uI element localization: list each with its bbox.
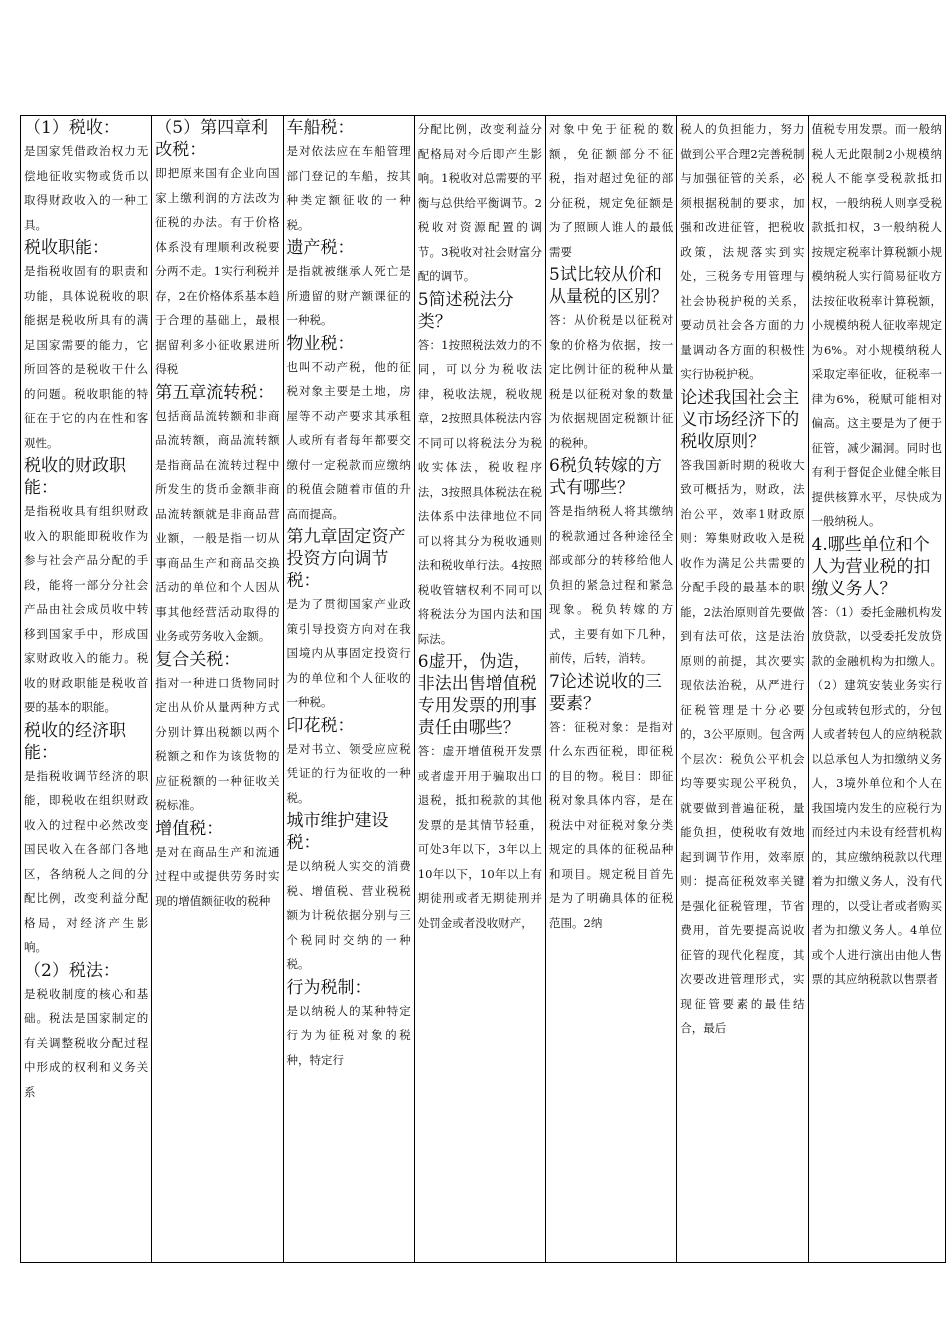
paragraph: 分配比例，改变利益分配格局对今后即产生影响。1税收对总需要的平衡与总供给平衡调节。2税收对资源配置的调节。3税收对社会财富分配的调节。 <box>417 122 542 283</box>
section-heading: 税收的经济职能： <box>24 720 126 763</box>
paragraph: 答：虚开增值税开发票或者虚开用于骗取出口退税，抵扣税款的其他发票的是其情节轻重，可处3年以下，3年以上10年以下，10年以上有期徒刑或者无期徒刑并处罚金或者没收财产， <box>417 744 542 930</box>
paragraph: 即把原来国有企业向国家上缴利润的方法改为征税的办法。有于价格体系没有理顺利改税要分两不走。1实行利税并存，2在价格体系基本趋于合理的基础上，最根据留利多小征收累进所得税 <box>155 166 280 376</box>
paragraph: 值税专用发票。而一般纳税人无此限制2小规模纳税人不能享受税款抵扣权，一般纳税人则享受税款抵扣权，3一般纳税人按规定税率计算税额小规模纳税人实行简易征收方法按征收税率计算税额，小规模纳税人征收率规定为6%。对小规模纳税人采取定率征收，征税率一律为6%，税赋可能相对偏高。这主要是为了便于征管，减少漏洞。同时也有利于督促企业健全帐目提供核算水平，尽快成为一般纳税人。 <box>811 122 942 528</box>
column-2 <box>152 116 283 1262</box>
column-7 <box>809 116 945 1262</box>
section-heading: （2）税法： <box>24 960 120 981</box>
column-5 <box>546 116 677 1262</box>
column-6 <box>677 116 808 1262</box>
column-3 <box>284 116 415 1262</box>
paragraph: 是为了贯彻国家产业政策引导投资方向对在我国境内从事固定投资行为的单位和个人征收的一种税。 <box>286 597 411 709</box>
section-heading: 7论述说收的三要素？ <box>549 671 662 714</box>
paragraph: 税人的负担能力，努力做到公平合理2完善税制与加强征管的关系，必须根据税制的要求，加强和改进征管，把税收政策，法规落实到实处，三税务专用管理与社会协税护税的关系，要动员社会各方面的力量调动各方面的积极性实行协税护税。 <box>680 122 805 381</box>
section-heading: （1）税收： <box>24 118 120 138</box>
paragraph: 是税收制度的核心和基础。税法是国家制定的有关调整税收分配过程中形成的权利和义务关系 <box>24 986 149 1099</box>
section-heading: 城市维护建设税： <box>286 811 389 853</box>
paragraph: 是对依法应在车船管理部门登记的车船，按其种类定额征收的一种税。 <box>286 144 411 232</box>
section-heading: （5）第四章利改税： <box>155 118 269 160</box>
column-4 <box>415 116 546 1262</box>
section-heading: 遗产税： <box>286 238 355 258</box>
section-heading: 第五章流转税： <box>155 382 275 403</box>
paragraph: 是对书立、领受应应税凭证的行为征收的一种税。 <box>286 741 411 805</box>
paragraph: 答：1按照税法效力的不同，可以分为税收法律，税收法规，税收规章，2按照具体税法内容不同可以将税法分为税收实体法，税收程序法，3按照具体税法在税法体系中法律地位不同可以将其分为税收通则法和税收单行法。4按照税收管辖权利不同可以将税法分为国内法和国际法。 <box>417 337 542 646</box>
paragraph: 对象中免于征税的数额，免征额部分不征税，指对超过免征的部分征税，规定免征额是为了照顾人谁人的最低需要 <box>549 122 674 259</box>
section-heading: 4.哪些单位和个人为营业税的扣缴义务人？ <box>811 534 931 599</box>
section-heading: 第九章固定资产投资方向调节税： <box>286 527 406 591</box>
section-heading: 车船税： <box>286 118 355 138</box>
paragraph: 是对在商品生产和流通过程中或提供劳务时实现的增值额征收的税种 <box>155 844 280 908</box>
section-heading: 税收职能： <box>24 238 109 258</box>
paragraph: 包括商品流转额和非商品流转额，商品流转额是指商品在流转过程中所发生的货币金额非商品流转额就是非商品营业额，一般是指一切从事商品生产和商品交换活动的单位和个人因从事其他经营活动取得的业务或劳务收入金额。 <box>155 408 280 643</box>
paragraph: 是指税收固有的职责和功能，具体说税收的职能据是税收所具有的满足国家需要的能力，它所回答的是税收干什么的问题。税收职能的特征在于它的内在性和客观性。 <box>24 264 149 450</box>
paragraph: 答：（1）委托金融机构发放贷款，以受委托发放贷款的金融机构为扣缴人。（2）建筑安装业务实行分包或转包形式的，分包人或者转包人的应纳税款以总承包人为扣缴纳义务人，3境外单位和个人在我国境内发生的应税行为而经过内未设有经营机构的，其应缴纳税款以代理着为扣缴义务人，没有代理的，以受让者或者购买者为扣缴义务人。4单位或个人进行演出由他人售票的其应纳税款以售票者 <box>811 604 942 986</box>
section-heading: 行为税制： <box>286 977 372 998</box>
section-heading: 6虚开，伪造，非法出售增值税专用发票的刑事责任由哪些？ <box>417 652 537 738</box>
paragraph: 答：征税对象：是指对什么东西征税，即征税的目的物。税目：即征税对象具体内容，是在税法中对征税对象分类规定的具体的征税品种和项目。规定税目首先是为了明确具体的征税范围。2纳 <box>549 719 674 930</box>
paragraph: 答是指纳税人将其缴纳的税款通过各种途径全部或部分的转移给他人负担的紧急过程和紧急现象。税负转嫁的方式，主要有如下几种，前传，后转，消转。 <box>549 504 674 665</box>
section-heading: 印花税： <box>286 715 355 736</box>
paragraph: 是指税收调节经济的职能，即税收在组织财政收入的过程中必然改变国民收入在各部门各地区，各纳税人之间的分配比例，改变利益分配格局，对经济产生影响。 <box>24 768 149 954</box>
paragraph: 答：从价税是以征税对象的价格为依据，按一定比例计征的税种从量税是以征税对象的数量为依据规固定税额计征的税种。 <box>549 313 674 450</box>
paragraph: 是指就被继承人死亡是所遗留的财产额课征的一种税。 <box>286 264 411 327</box>
section-heading: 5简述税法分类？ <box>417 289 514 332</box>
paragraph: 是以纳税人实交的消费税、增值税、营业税税额为计税依据分别与三个税同时交纳的一种税。 <box>286 859 411 971</box>
paragraph: 是以纳税人的某种特定行为为征税对象的税种，特定行 <box>286 1003 411 1067</box>
section-heading: 6税负转嫁的方式有哪些？ <box>549 456 662 498</box>
paragraph: 也叫不动产税，他的征税对象主要是土地，房屋等不动产要求其承租人或所有者每年都要交缴付一定税款而应缴纳的税值会随着市值的升高而提高。 <box>286 359 411 521</box>
section-heading: 论述我国社会主义市场经济下的税收原则？ <box>680 387 800 452</box>
paragraph: 是指税收具有组织财政收入的职能即税收作为参与社会产品分配的手段，能将一部分分社会产品由社会成员收中转移到国家手中，形成国家财政收入的能力。税收的财政职能是税收首要的基本的职能。 <box>24 504 149 714</box>
section-heading: 复合关税： <box>155 649 241 670</box>
paragraph: 是国家凭借政治权力无偿地征收实物或货币以取得财政收入的一种工具。 <box>24 144 149 232</box>
paragraph: 指对一种进口货物同时定出从价从量两种方式分别计算出税额以两个税额之和作为该货物的应征税额的一种征收关税标准。 <box>155 675 280 812</box>
column-1 <box>21 116 152 1262</box>
section-heading: 5试比较从价和从量税的区别？ <box>549 265 668 307</box>
section-heading: 税收的财政职能： <box>24 456 126 498</box>
section-heading: 增值税： <box>155 818 224 839</box>
document-table <box>20 115 946 1263</box>
section-heading: 物业税： <box>286 333 355 354</box>
paragraph: 答我国新时期的税收大致可概括为，财政，法治公平，效率1财政原则：筹集财政收入是税收作为满足公共需要的分配手段的最基本的职能，2法治原则首先要做到有法可依，这是法治原则的前提，其次要实现依法治税，从严进行征税管理是十分必要的，3公平原则。包含两个层次：税负公平机会均等要实现公平税负，就要做到普遍征税，量能负担，使税收有效地起到调节作用，效率原则：提高征税效率关键是强化征税管理，节省费用，首先要提高说收征管的现代化程度，其次要改进管理形式，实现征管要素的最佳结合，最后 <box>680 457 805 1035</box>
